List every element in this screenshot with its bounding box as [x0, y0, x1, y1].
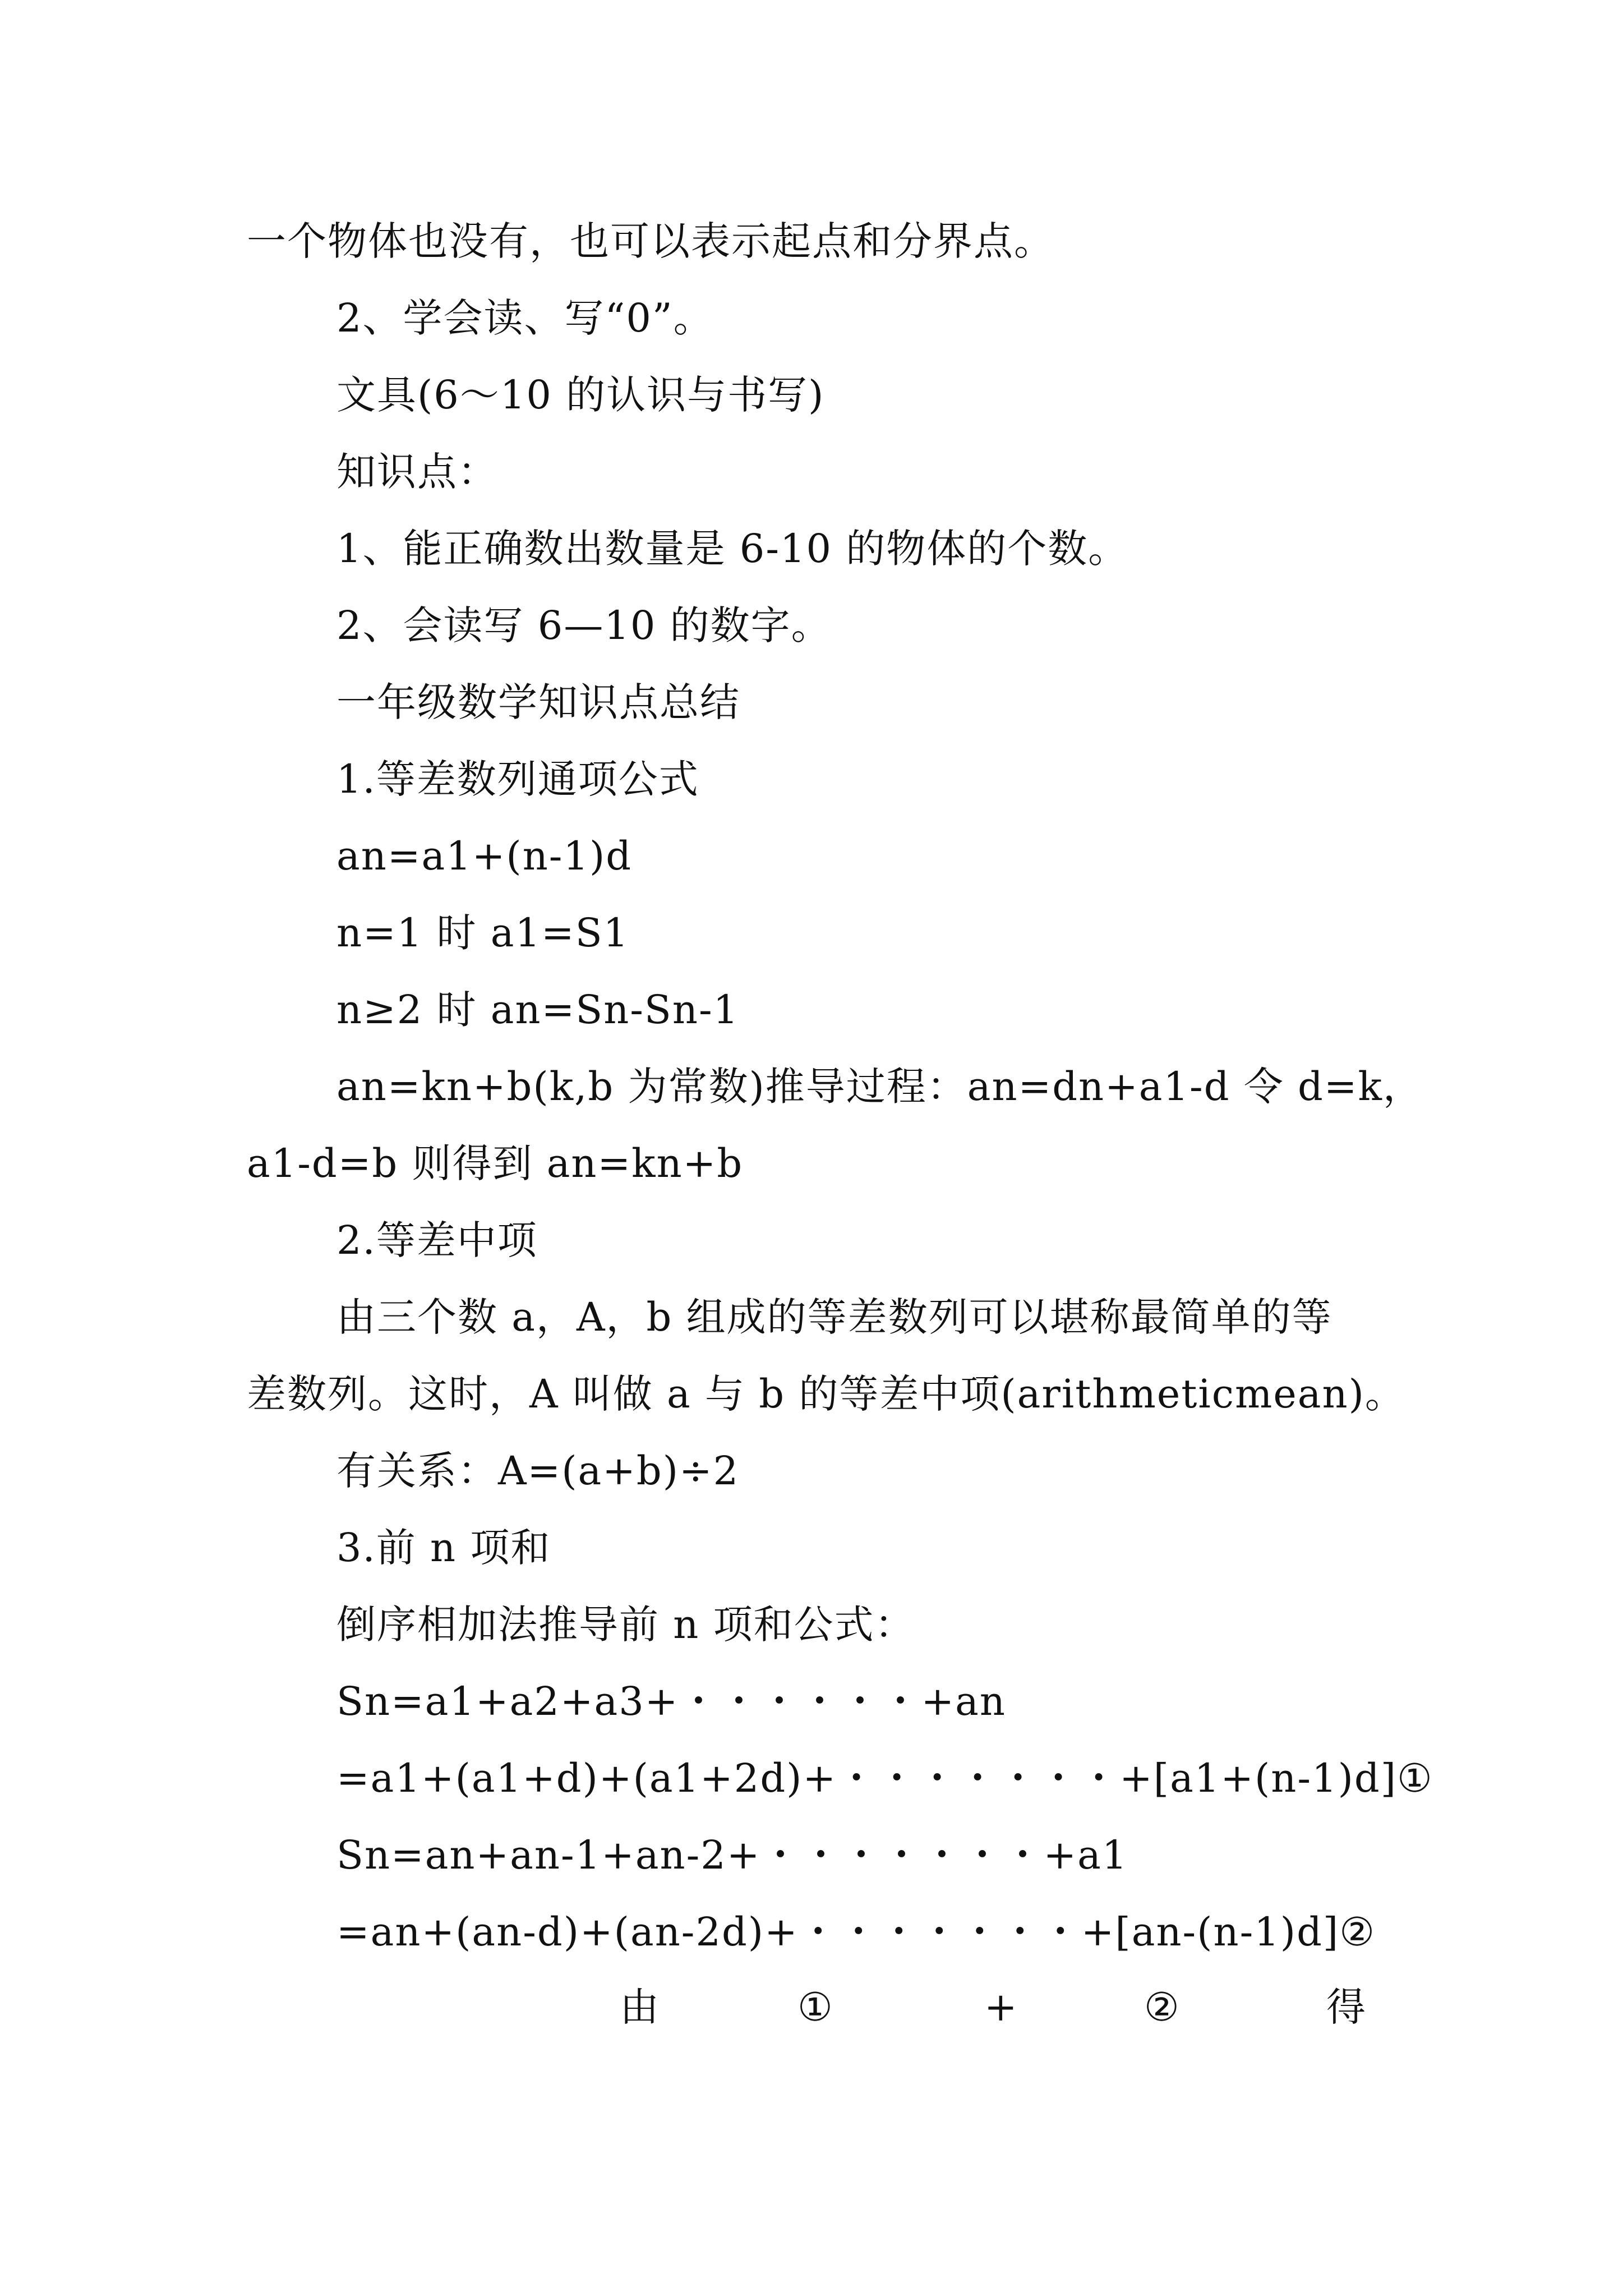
text-line: a1-d=b 则得到 an=kn+b	[247, 1140, 744, 1186]
text-line: an=kn+b(k,b 为常数)推导过程：an=dn+a1-d 令 d=k，	[336, 1064, 1423, 1110]
formula-line: =a1+(a1+d)+(a1+2d)+・・・・・・・+[a1+(n-1)d]①	[336, 1755, 1433, 1801]
section-heading: 3.前 n 项和	[336, 1525, 551, 1571]
justified-word: ②	[1144, 1984, 1179, 2030]
formula-line: Sn=an+an-1+an-2+・・・・・・・+a1	[336, 1832, 1128, 1878]
text-line: 2、会读写 6—10 的数字。	[336, 602, 832, 648]
text-line: 由三个数 a，A，b 组成的等差数列可以堪称最简单的等	[336, 1294, 1332, 1340]
formula-line: Sn=a1+a2+a3+・・・・・・+an	[336, 1678, 1006, 1724]
formula-line: an=a1+(n-1)d	[336, 833, 633, 879]
formula-line: n≥2 时 an=Sn-Sn-1	[336, 987, 740, 1033]
text-line: 一个物体也没有，也可以表示起点和分界点。	[247, 218, 1054, 264]
section-heading: 1.等差数列通项公式	[336, 756, 699, 802]
text-line: 倒序相加法推导前 n 项和公式：	[336, 1602, 915, 1648]
justified-word: 由	[620, 1984, 659, 2030]
text-line: 文具(6～10 的认识与书写)	[336, 372, 825, 418]
section-heading: 一年级数学知识点总结	[336, 679, 740, 725]
justified-word: +	[984, 1984, 1017, 2030]
section-heading: 2.等差中项	[336, 1217, 538, 1263]
text-line: 2、学会读、写“0”。	[336, 295, 714, 341]
text-line: 差数列。这时，A 叫做 a 与 b 的等差中项(arithmeticmean)。	[247, 1371, 1405, 1417]
text-line: 知识点：	[336, 449, 498, 495]
justified-word: 得	[1326, 1984, 1366, 2030]
formula-line: 有关系：A=(a+b)÷2	[336, 1448, 740, 1494]
justified-word: ①	[797, 1984, 833, 2030]
text-line: 1、能正确数出数量是 6-10 的物体的个数。	[336, 526, 1129, 572]
formula-line: n=1 时 a1=S1	[336, 910, 630, 956]
formula-line: =an+(an-d)+(an-2d)+・・・・・・・+[an-(n-1)d]②	[336, 1909, 1376, 1955]
